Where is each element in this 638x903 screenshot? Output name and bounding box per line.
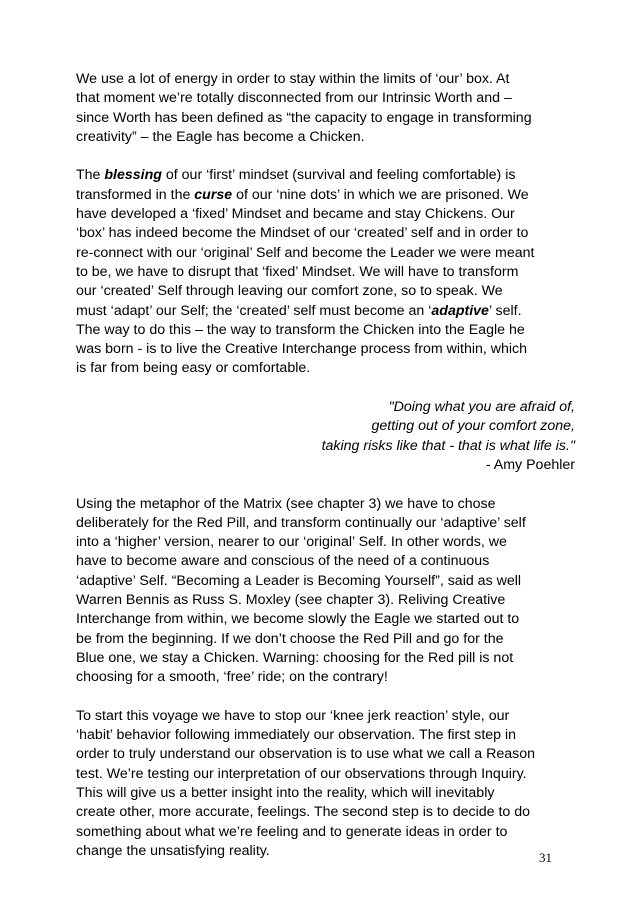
text-line: to be, we have to disrupt that ‘fixed’ Mindset. We will have to transform [76, 263, 519, 280]
text-line [76, 186, 576, 205]
text-line: order to truly understand our observation is to use what we call a Reason [76, 746, 535, 763]
text-line: This will give us a better insight into the reality, which will inevitably [76, 784, 495, 801]
text-line: ‘adaptive’ Self. “Becoming a Leader is Becoming Yourself”, said as well [76, 572, 522, 589]
text-line: have developed a ‘fixed’ Mindset and became and stay Chickens. Our [76, 206, 515, 223]
block-quote [76, 398, 576, 475]
text-run: ’ self. [488, 302, 522, 319]
paragraph-4 [76, 707, 576, 861]
text-run: transformed in the [76, 186, 195, 203]
text-line: ‘box’ has indeed become the Mindset of our ‘created’ self and in order to [76, 225, 529, 242]
page-body [76, 70, 576, 861]
text-line: re-connect with our ‘original’ Self and become the Leader we were meant [76, 244, 535, 261]
paragraph-spacer [76, 379, 576, 398]
emphasis-adaptive: adaptive [431, 302, 489, 319]
quote-line: "Doing what you are afraid of, [388, 399, 575, 416]
text-run: of our ‘first’ mindset (survival and feeling comfortable) is [161, 167, 516, 184]
text-line: Warren Bennis as Russ S. Moxley (see chapter 3). Reliving Creative [76, 592, 506, 609]
text-line: something about what we’re feeling and to generate ideas in order to [76, 823, 508, 840]
page-number: 31 [539, 850, 552, 865]
text-line: create other, more accurate, feelings. The second step is to decide to do [76, 804, 531, 821]
quote-author: - Amy Poehler [485, 456, 575, 473]
text-run: of our ‘nine dots’ in which we are prisoned. We [232, 186, 529, 203]
quote-line: taking risks like that - that is what life is." [321, 437, 575, 454]
text-line: is far from being easy or comfortable. [76, 360, 311, 377]
quote-line: getting out of your comfort zone, [371, 418, 575, 435]
paragraph-spacer [76, 688, 576, 707]
text-line: that moment we’re totally disconnected from our Intrinsic Worth and – [76, 90, 512, 107]
text-line: The way to do this – the way to transform the Chicken into the Eagle he [76, 321, 525, 338]
text-line: creativity” – the Eagle has become a Chicken. [76, 128, 365, 145]
text-line: Interchange from within, we become slowly the Eagle we started out to [76, 611, 520, 628]
paragraph-spacer [76, 147, 576, 166]
text-line: was born - is to live the Creative Interchange process from within, which [76, 341, 528, 358]
text-line: change the unsatisfying reality. [76, 842, 270, 859]
paragraph-spacer [76, 475, 576, 494]
text-line: Using the metaphor of the Matrix (see chapter 3) we have to chose [76, 495, 496, 512]
text-line: our ‘created’ Self through leaving our comfort zone, so to speak. We [76, 283, 503, 300]
text-line: be from the beginning. If we don’t choose the Red Pill and go for the [76, 630, 504, 647]
text-line: test. We’re testing our interpretation of our observations through Inquiry. [76, 765, 527, 782]
emphasis-blessing: blessing [104, 167, 162, 184]
text-line: Blue one, we stay a Chicken. Warning: choosing for the Red pill is not [76, 649, 514, 666]
text-line: choosing for a smooth, ‘free’ ride; on the contrary! [76, 669, 388, 686]
text-line: since Worth has been defined as “the capacity to engage in transforming [76, 109, 532, 126]
text-run: The [76, 167, 105, 184]
text-line: into a ‘higher’ version, nearer to our ‘original’ Self. In other words, we [76, 534, 507, 551]
text-line: have to become aware and conscious of the need of a continuous [76, 553, 490, 570]
paragraph-2 [76, 166, 576, 378]
text-run: must ‘adapt’ our Self; the ‘created’ self must become an ‘ [76, 302, 432, 319]
emphasis-curse: curse [194, 186, 233, 203]
text-line: deliberately for the Red Pill, and transform continually our ‘adaptive’ self [76, 514, 526, 531]
text-line [76, 166, 576, 185]
text-line [76, 302, 576, 321]
paragraph-1 [76, 70, 576, 147]
text-line: ‘habit’ behavior following immediately our observation. The first step in [76, 727, 517, 744]
text-line: To start this voyage we have to stop our ‘knee jerk reaction’ style, our [76, 707, 510, 724]
paragraph-3 [76, 495, 576, 688]
text-line: We use a lot of energy in order to stay within the limits of ‘our’ box. At [76, 71, 510, 87]
